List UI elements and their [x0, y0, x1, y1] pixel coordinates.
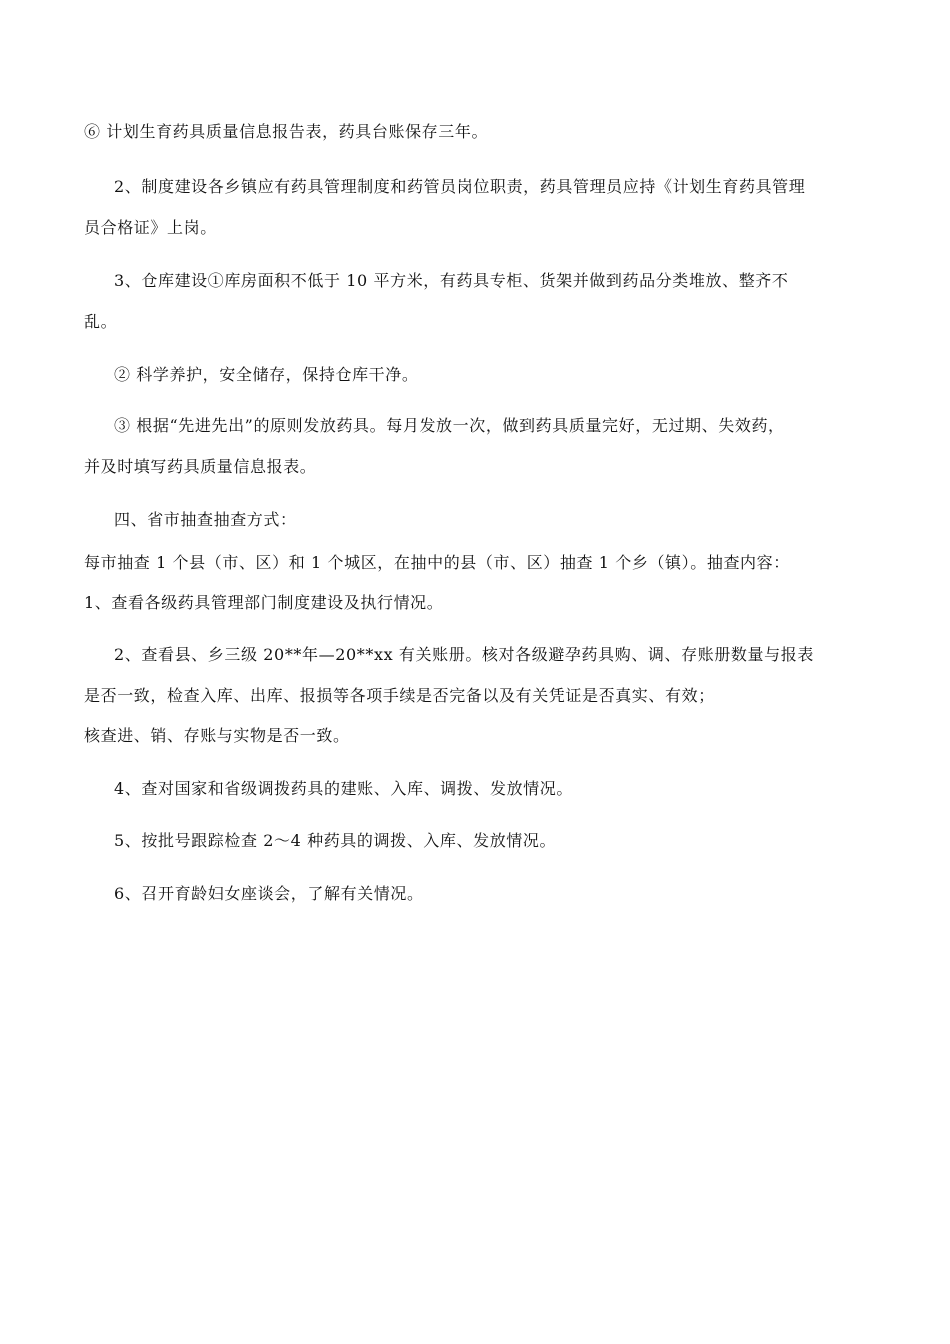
paragraph-line: 乱。 [84, 312, 118, 331]
paragraph-line: 2、制度建设各乡镇应有药具管理制度和药管员岗位职责，药具管理员应持《计划生育药具管理 [114, 177, 806, 196]
paragraph-line: 是否一致，检查入库、出库、报损等各项手续是否完备以及有关凭证是否真实、有效； [84, 686, 715, 705]
paragraph-line: 3、仓库建设①库房面积不低于 10 平方米，有药具专柜、货架并做到药品分类堆放、整齐不 [114, 271, 789, 290]
section-heading: 四、省市抽查抽查方式： [114, 510, 297, 529]
paragraph-line: 1、查看各级药具管理部门制度建设及执行情况。 [84, 593, 444, 612]
paragraph-line: 每市抽查 1 个县（市、区）和 1 个城区，在抽中的县（市、区）抽查 1 个乡（镇）。抽查内容： [84, 553, 790, 572]
paragraph-line: 6、召开育龄妇女座谈会，了解有关情况。 [114, 884, 424, 903]
paragraph-line: ⑥ 计划生育药具质量信息报告表，药具台账保存三年。 [84, 122, 489, 141]
paragraph-line: 2、查看县、乡三级 20**年—20**xx 有关账册。核对各级避孕药具购、调、存账册数量与报表 [114, 645, 814, 664]
paragraph-line: ② 科学养护，安全储存，保持仓库干净。 [114, 365, 419, 384]
paragraph-line: 核查进、销、存账与实物是否一致。 [84, 726, 350, 745]
paragraph-line: 并及时填写药具质量信息报表。 [84, 457, 317, 476]
paragraph-line: 5、按批号跟踪检查 2～4 种药具的调拨、入库、发放情况。 [114, 831, 557, 850]
paragraph-line: 4、查对国家和省级调拨药具的建账、入库、调拨、发放情况。 [114, 779, 573, 798]
paragraph-line: 员合格证》上岗。 [84, 218, 217, 237]
paragraph-line: ③ 根据“先进先出”的原则发放药具。每月发放一次，做到药具质量完好，无过期、失效药， [114, 416, 785, 435]
